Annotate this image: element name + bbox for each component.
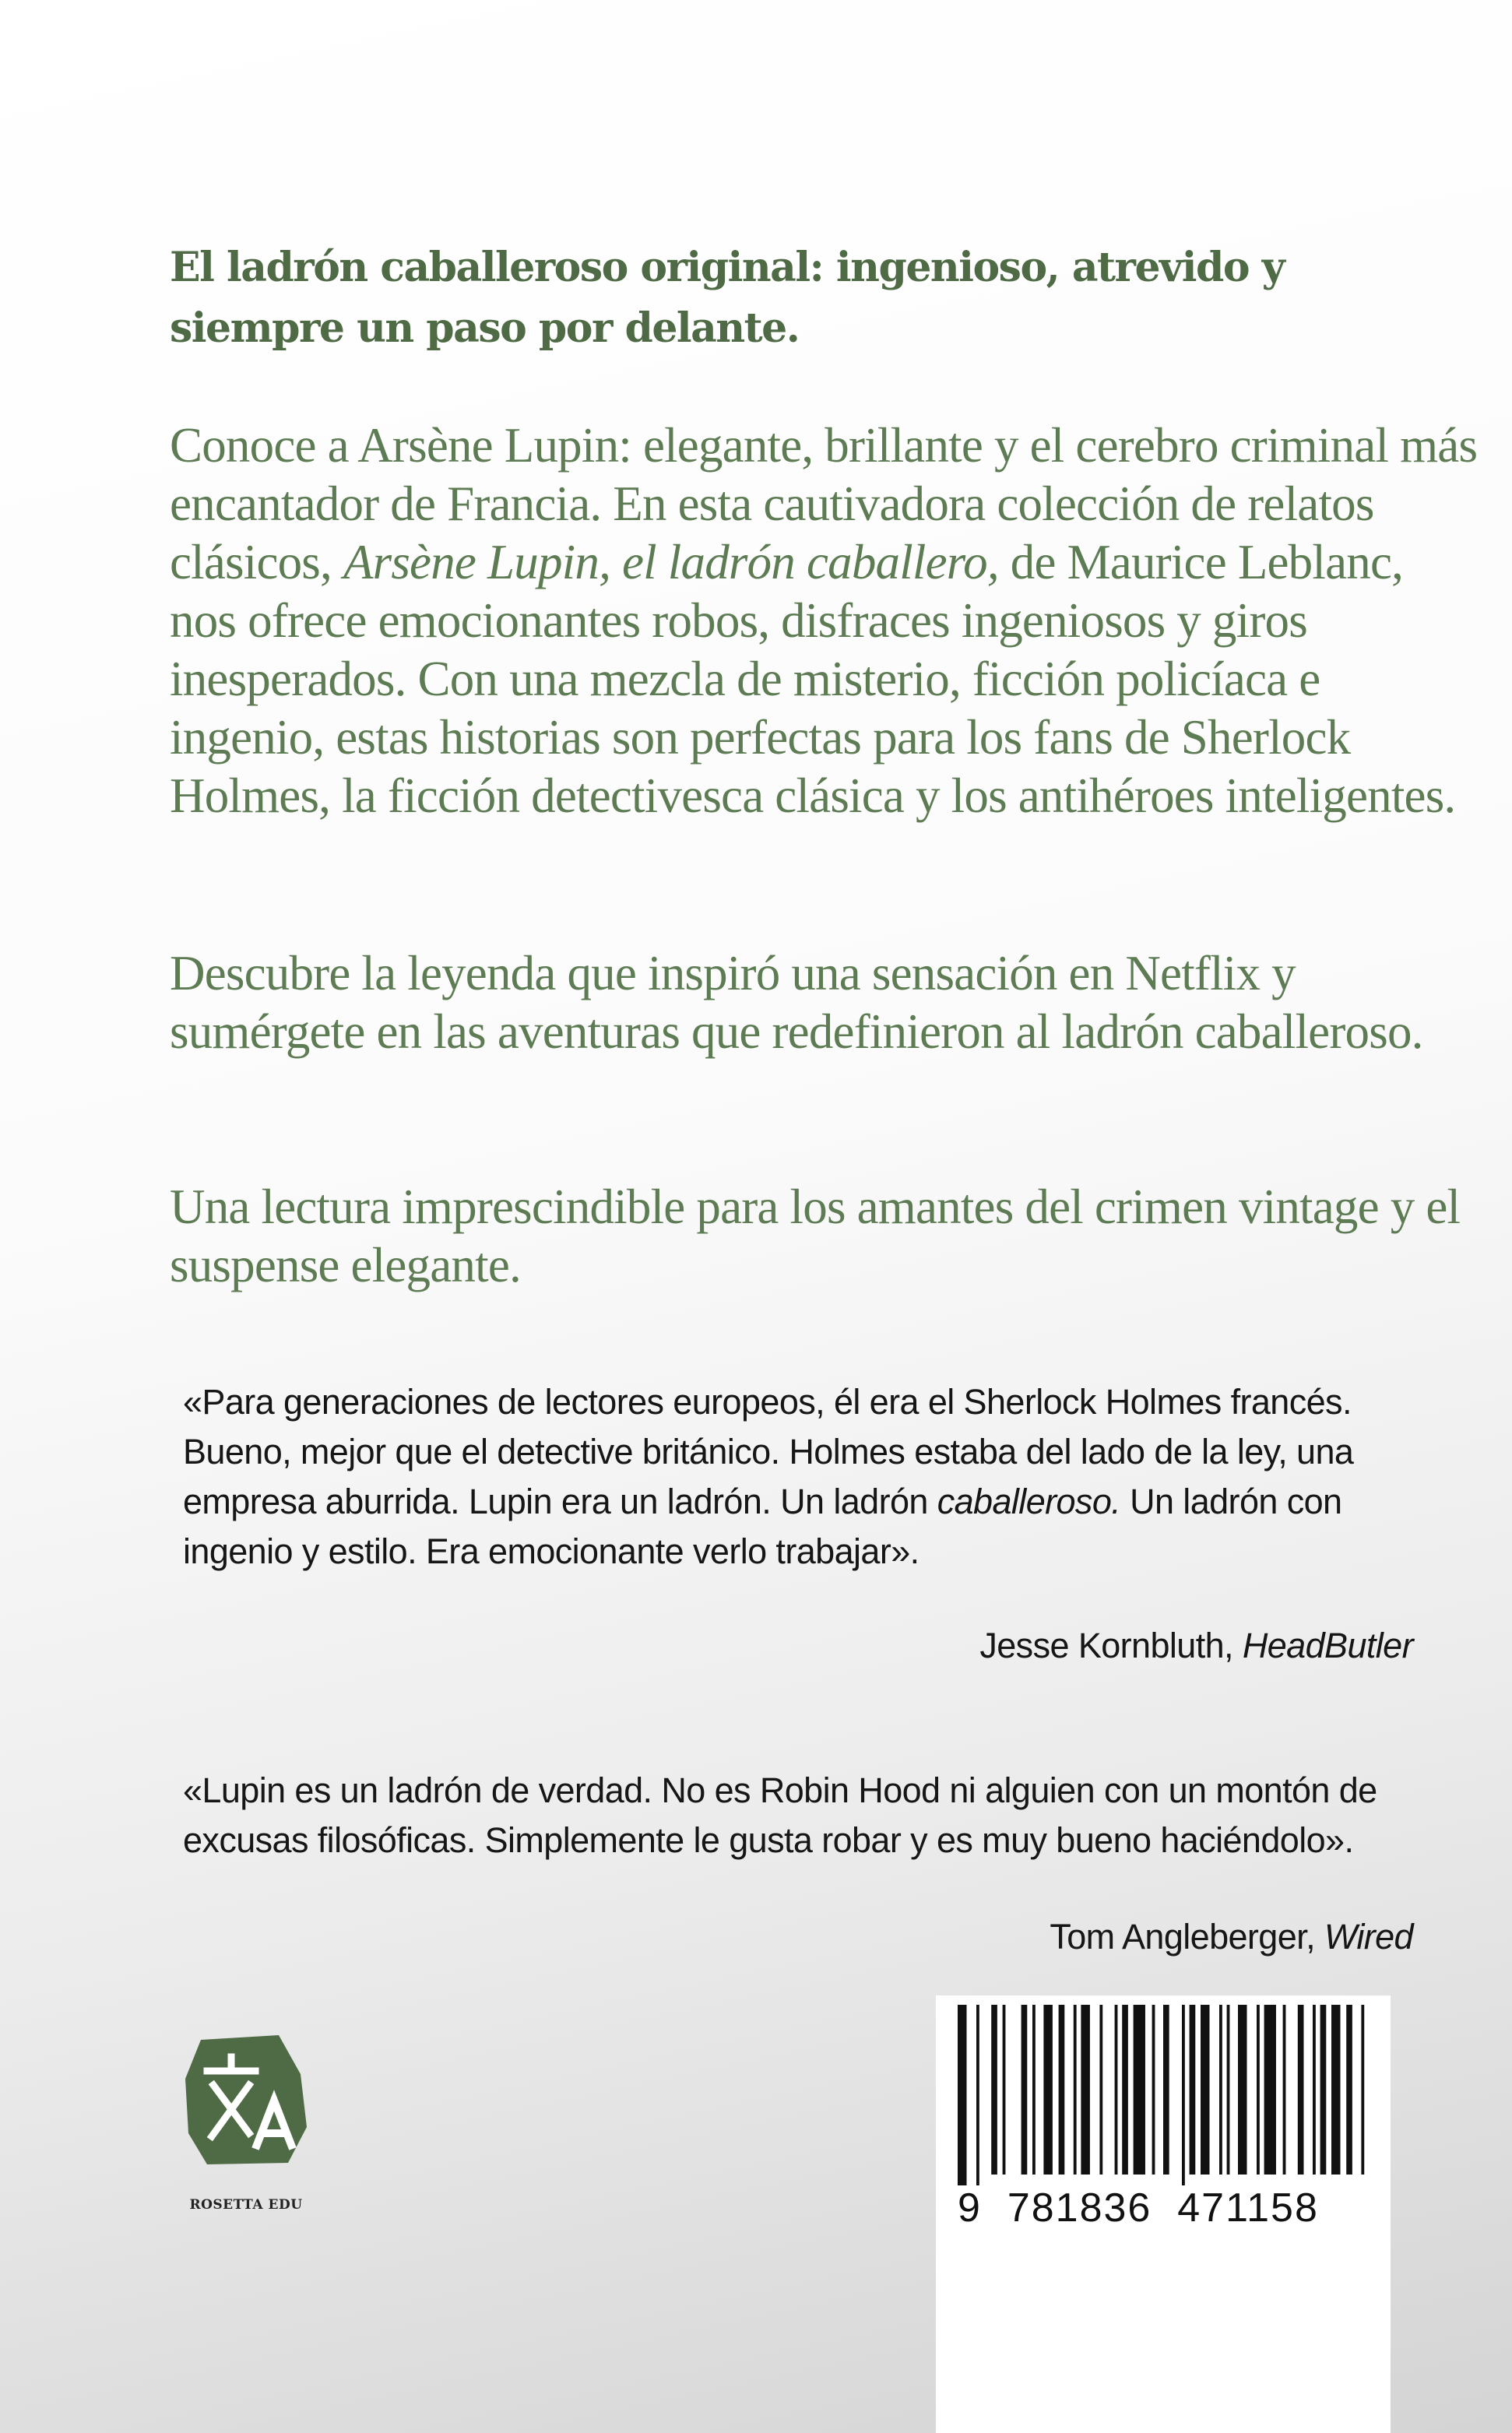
barcode-bar [1361,2005,1364,2175]
barcode-bar [1003,2005,1006,2175]
publisher-logo [184,2034,308,2166]
barcode-bar [1152,2005,1155,2175]
barcode-bar [1264,2005,1276,2175]
barcode-bar [1021,2005,1028,2175]
barcode-bar [1283,2005,1286,2175]
description-paragraph-1 [170,417,1478,825]
description-text: Conoce a Arsène Lupin: elegante, brillante y el cerebro criminal más encantador de Francia. En esta cautivadora colección de relatos clásicos, [170,418,1478,589]
quote-source: HeadButler [1242,1626,1413,1665]
barcode-icon [936,1995,1391,2190]
isbn-number: 9 781836 471158 [958,2185,1319,2231]
barcode-bar [1331,2005,1341,2175]
quote-attribution-2 [1050,1914,1413,1960]
publisher-name: ROSETTA EDU [189,2197,303,2213]
barcode-bar [1032,2005,1036,2175]
description-text: de Maurice Leblanc, nos ofrece emocionantes robos, disfraces ingeniosos y giros inesperados. Con una mezcla de misterio, ficción policíaca e ingenio, estas historias son perfectas para los fans de Sherlock Holmes, la ficción detectivesca clásica y los antihéroes inteligentes. [170,535,1456,823]
quote-attribution-1 [979,1623,1413,1669]
barcode-bar [1134,2005,1145,2175]
barcode-bar [1182,2005,1185,2185]
description-paragraph-2: Descubre la leyenda que inspiró una sensación en Netflix y sumérgete en las aventuras que redefinieron al ladrón caballeroso. [170,946,1423,1059]
quote-emphasis: caballeroso. [937,1482,1121,1521]
barcode-bar [1227,2005,1230,2175]
barcode-bar [1190,2005,1196,2175]
review-quote-2: «Lupin es un ladrón de verdad. No es Robin Hood ni alguien con un montón de excusas filosóficas. Simplemente le gusta robar y es muy bueno haciéndolo». [183,1770,1377,1860]
barcode-bar [1346,2005,1352,2175]
barcode-bar [958,2005,967,2185]
quote-author: Tom Angleberger, [1050,1917,1324,1957]
barcode-bar [1043,2005,1053,2175]
quote-text: «Para generaciones de lectores europeos, él era el Sherlock Holmes francés. Bueno, mejor que el detective británico. Holmes estaba del lado de la ley, una empresa aburrida. Lupin era un ladrón. Un ladrón [183,1382,1354,1521]
barcode-bar [1238,2005,1247,2175]
description-paragraph-3: Una lectura imprescindible para los amantes del crimen vintage y el suspense elegante. [170,1180,1461,1292]
barcode-bar [1115,2005,1118,2175]
book-title: Arsène Lupin, el ladrón caballero, [343,535,999,589]
back-cover-headline: El ladrón caballeroso original: ingenioso, atrevido y siempre un paso por delante. [170,244,1285,352]
barcode-bar [1313,2005,1316,2175]
review-quote-1 [183,1377,1444,1577]
barcode-bar [1081,2005,1090,2175]
barcode-bar [1320,2005,1327,2175]
quote-text: Un ladrón con ingenio y estilo. Era emocionante verlo trabajar». [183,1482,1342,1571]
barcode-bar [1059,2005,1065,2175]
barcode-bar [1122,2005,1128,2175]
barcode-bar [991,2005,997,2175]
isbn-barcode [936,1995,1391,2433]
translate-icon [184,2034,308,2166]
barcode-bar [1219,2005,1222,2175]
quote-source: Wired [1324,1917,1413,1957]
barcode-bar [1298,2005,1304,2175]
barcode-bar [1099,2005,1102,2175]
barcode-bar [1201,2005,1210,2175]
barcode-bar [1257,2005,1260,2175]
barcode-bar [1074,2005,1077,2175]
quote-author: Jesse Kornbluth, [979,1626,1243,1665]
barcode-bar [976,2005,979,2185]
barcode-bar [1163,2005,1169,2175]
